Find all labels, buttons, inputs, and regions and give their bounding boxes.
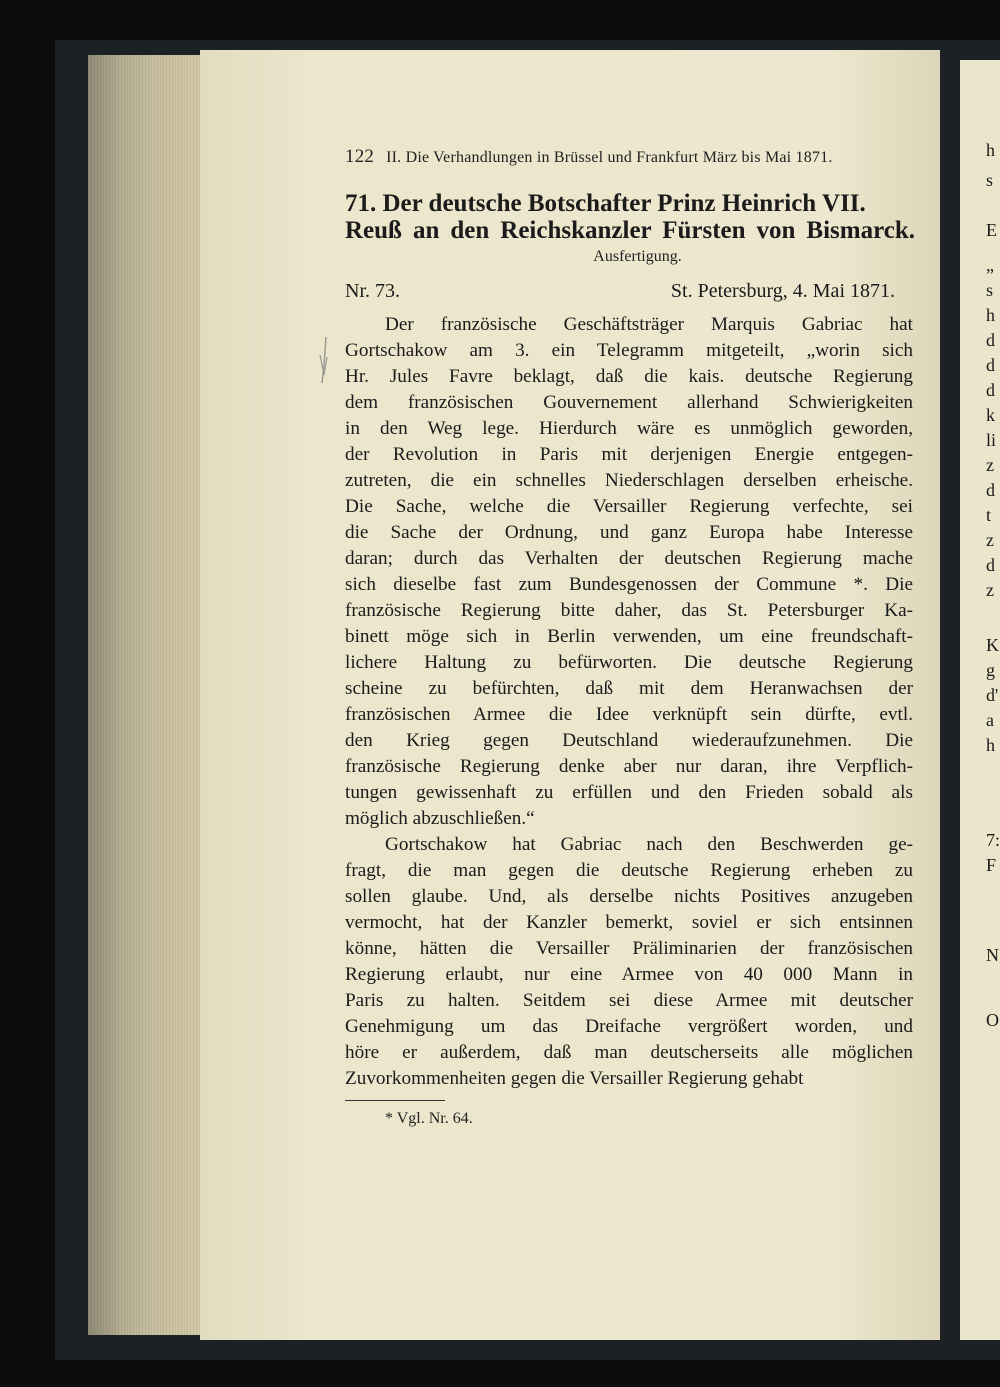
text-line: lichere Haltung zu befürworten. Die deutsche Regierung	[345, 652, 913, 673]
facing-page-fragment: 7:	[986, 830, 1000, 850]
text-line: tungen gewissenhaft zu erfüllen und den Frieden sobald als	[345, 782, 913, 803]
facing-page-fragment: z	[986, 530, 994, 550]
text-line: könne, hätten die Versailler Präliminarien der französischen	[345, 938, 913, 959]
document-number-line	[345, 280, 915, 303]
facing-page-fragment: N	[986, 945, 999, 965]
text-line: in den Weg lege. Hierdurch wäre es unmöglich geworden,	[345, 418, 913, 439]
text-line: daran; durch das Verhalten der deutschen Regierung mache	[345, 548, 913, 569]
text-line: Zuvorkommenheiten gegen die Versailler Regierung gehabt	[345, 1068, 804, 1089]
text-line: Genehmigung um das Dreifache vergrößert worden, und	[345, 1016, 913, 1037]
text-line: französische Regierung bitte daher, das St. Petersburger Ka-	[345, 600, 913, 621]
facing-page-fragment: d'	[986, 685, 999, 705]
text-line: den Krieg gegen Deutschland wiederaufzunehmen. Die	[345, 730, 913, 751]
text-line: Die Sache, welche die Versailler Regierung verfechte, sei	[345, 496, 913, 517]
facing-page-fragment: d	[986, 555, 995, 575]
title-line-2: Reuß an den Reichskanzler Fürsten von Bismarck.	[345, 217, 915, 244]
text-line: fragt, die man gegen die deutsche Regierung erheben zu	[345, 860, 913, 881]
text-line: binett möge sich in Berlin verwenden, um eine freundschaft-	[345, 626, 913, 647]
facing-page-fragment: O	[986, 1010, 999, 1030]
text-line: Gortschakow hat Gabriac nach den Beschwerden ge-	[385, 834, 913, 855]
title-line-1: 71. Der deutsche Botschafter Prinz Heinrich VII.	[345, 190, 866, 217]
text-line: vermocht, hat der Kanzler bemerkt, soviel er sich entsinnen	[345, 912, 913, 933]
text-line: Paris zu halten. Seitdem sei diese Armee mit deutscher	[345, 990, 913, 1011]
facing-page-fragment: K	[986, 635, 999, 655]
footnote-rule	[345, 1100, 445, 1101]
page-edges	[88, 55, 200, 1335]
facing-page-fragment: a	[986, 710, 994, 730]
facing-page-fragment: k	[986, 405, 995, 425]
page-number: 122	[345, 146, 375, 167]
facing-page-fragment: z	[986, 455, 994, 475]
facing-page-fragment: li	[986, 430, 997, 450]
facing-page-fragment: E	[986, 220, 997, 240]
text-line: möglich abzuschließen.“	[345, 808, 535, 829]
facing-page-fragment: g	[986, 660, 995, 680]
text-line: die Sache der Ordnung, und ganz Europa habe Interesse	[345, 522, 913, 543]
pencil-mark-icon	[318, 335, 328, 385]
text-line: französische Regierung denke aber nur daran, ihre Verpflich-	[345, 756, 913, 777]
facing-page-fragment: z	[986, 580, 994, 600]
footnote: * Vgl. Nr. 64.	[385, 1110, 473, 1127]
text-line: sich dieselbe fast zum Bundesgenossen der Commune *. Die	[345, 574, 913, 595]
text-line: Hr. Jules Favre beklagt, daß die kais. deutsche Regierung	[345, 366, 913, 387]
facing-page-fragment: „	[986, 255, 994, 275]
facing-page-fragment: d	[986, 355, 995, 375]
facing-page-fragment: h	[986, 735, 995, 755]
facing-page-fragment: d	[986, 330, 995, 350]
text-line: Gortschakow am 3. ein Telegramm mitgeteilt, „worin sich	[345, 340, 913, 361]
document-number: Nr. 73.	[345, 280, 400, 302]
text-line: zutreten, die ein schnelles Niederschlagen derselben erheische.	[345, 470, 913, 491]
text-line: der Revolution in Paris mit derjenigen Energie entgegen-	[345, 444, 913, 465]
document-subtitle: Ausfertigung.	[593, 248, 682, 265]
facing-page-fragment: s	[986, 280, 994, 300]
facing-page-fragment: s	[986, 170, 994, 190]
facing-page-edge	[960, 60, 1000, 1340]
text-line: dem französischen Gouvernement allerhand Schwierigkeiten	[345, 392, 913, 413]
place-date: St. Petersburg, 4. Mai 1871.	[670, 280, 895, 302]
running-header	[345, 146, 915, 168]
document-title	[345, 190, 915, 244]
facing-page-fragment: h	[986, 305, 995, 325]
text-line: französischen Armee die Idee verknüpft sein dürfte, evtl.	[345, 704, 913, 725]
facing-page-fragment: h	[986, 140, 995, 160]
text-line: Regierung erlaubt, nur eine Armee von 40 000 Mann in	[345, 964, 913, 985]
running-title: II. Die Verhandlungen in Brüssel und Frankfurt März bis Mai 1871.	[386, 149, 833, 166]
facing-page-fragment: d	[986, 380, 995, 400]
text-line: höre er außerdem, daß man deutscherseits alle möglichen	[345, 1042, 913, 1063]
body-text	[345, 312, 913, 1092]
facing-page-fragment: d	[986, 480, 995, 500]
text-line: sollen glaube. Und, als derselbe nichts Positives anzugeben	[345, 886, 913, 907]
text-line: Der französische Geschäftsträger Marquis Gabriac hat	[385, 314, 913, 335]
facing-page-fragment: F	[986, 855, 997, 875]
facing-page-fragment: t	[986, 505, 992, 525]
text-line: scheine zu befürchten, daß mit dem Heranwachsen der	[345, 678, 913, 699]
